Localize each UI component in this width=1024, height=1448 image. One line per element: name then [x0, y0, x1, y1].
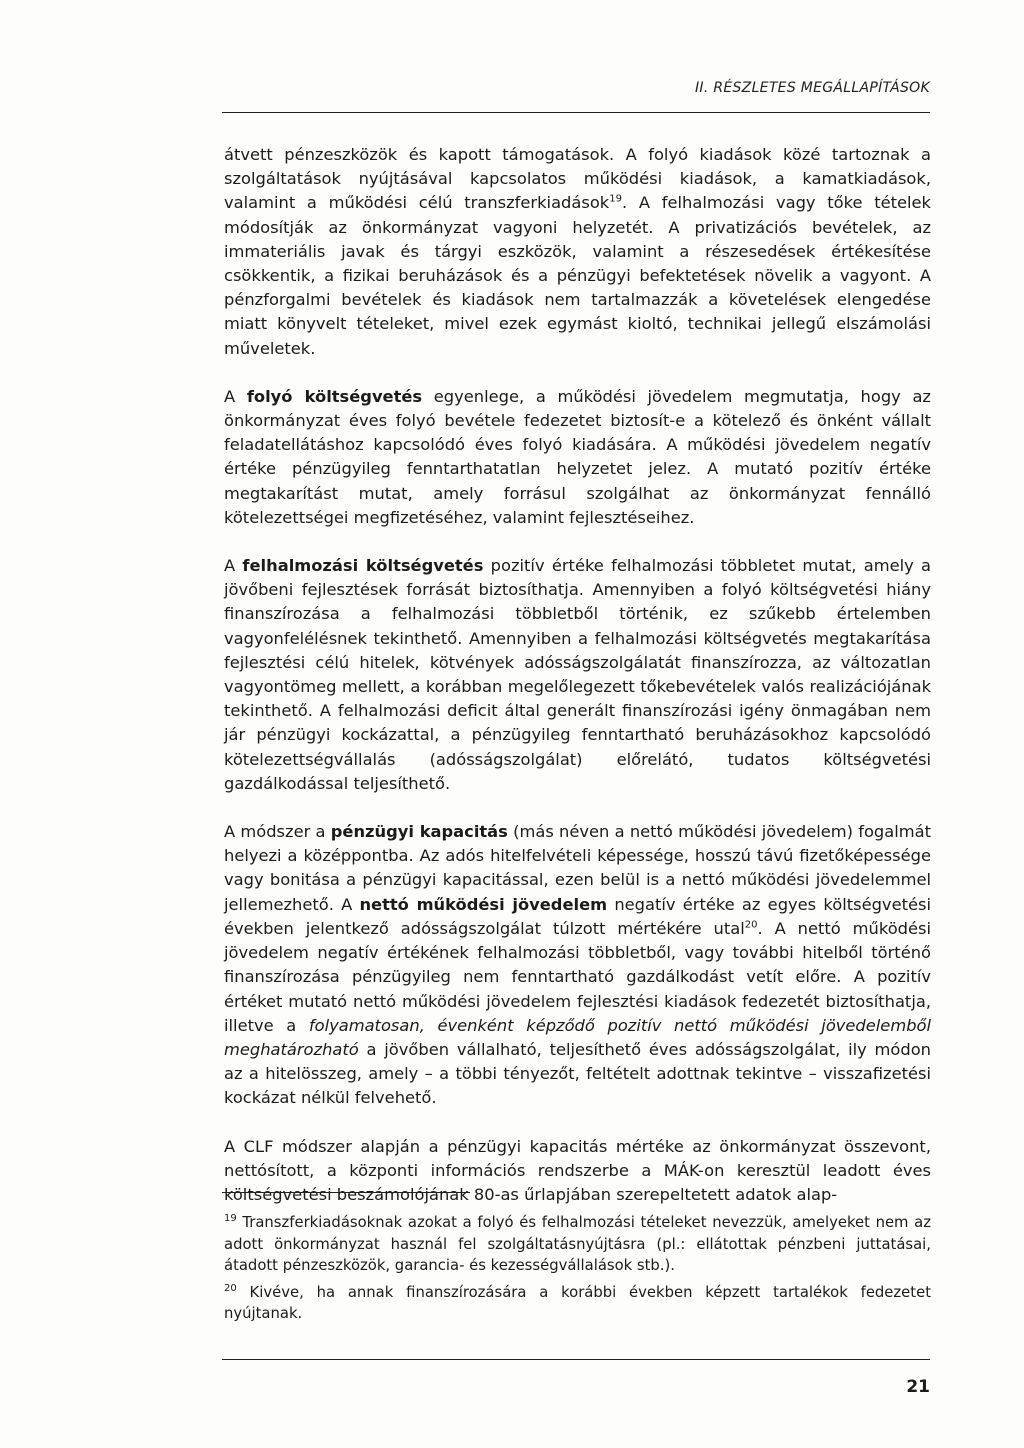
- paragraph-1: átvett pénzeszközök és kapott támogatások. A folyó kiadások közé tartoznak a szolgáltatások nyújtásával kapcsolatos működési kiadások, a kamatkiadások, valamint a működési célú transzferkiadások$^{19}$. A felhalmozási vagy tőke tételek módosítják az önkormányzat vagyoni helyzetét. A privatizációs bevételek, az immateriális javak és tárgyi eszközök, valamint a részesedések értékesítése csökkentik, a fizikai beruházások és a pénzügyi befektetések növelik a vagyont. A pénzforgalmi bevételek és kiadások nem tartalmazzák a követelések elengedése miatt könyvelt tételeket, mivel ezek egymást kioltó, technikai jellegű elszámolási műveletek.: [224, 145, 931, 358]
- footnote-19: [224, 1212, 931, 1277]
- paragraph-5: A CLF módszer alapján a pénzügyi kapacitás mértéke az önkormányzat összevont, nettósított, a központi információs rendszerbe a MÁK-on keresztül leadott éves költségvetési beszámolójának 80-as űrlapjában szerepeltetett adatok alap-: [224, 1136, 931, 1204]
- term-penzugyi-kapacitas: pénzügyi kapacitás: [330, 822, 508, 842]
- body-text: [224, 143, 931, 1231]
- paragraph-3: A felhalmozási költségvetés pozitív értéke felhalmozási többletet mutat, amely a jövőbeni fejlesztések forrását biztosíthatja. Amennyiben a folyó költségvetési hiány finanszírozása a felhalmozási többletből történik, ez szűkebb értelemben vagyonfelélésnek tekinthető. Amennyiben a felhalmozási költségvetés megtakarítása fejlesztési célú hitelek, kötvények adósságszolgálatát finanszírozza, az változatlan vagyontömeg mellett, a korábban megelőlegezett tőkebevételek valós realizációjának tekinthető. A felhalmozási deficit által generált finanszírozási igény önmagában nem jár pénzügyi kockázattal, a pénzügyileg fenntartható beruházásokhoz kapcsolódó kötelezettségvállalás (adósságszolgálat) előrelátó, tudatos költségvetési gazdálkodással teljesíthető.: [224, 556, 931, 793]
- header-rule: [222, 112, 930, 113]
- footnote-ref-20[interactable]: 20: [744, 919, 758, 931]
- footnote-ref-19[interactable]: 19: [609, 193, 622, 205]
- footnote-rule: [222, 1192, 470, 1193]
- term-netto-mukodesi-jovedelem: nettó működési jövedelem: [359, 894, 608, 914]
- emphasis-text: folyamatosan, évenként képződő pozitív nettó működési jövedelemből meghatározható: [224, 1015, 932, 1059]
- footnote-text: Transzferkiadásoknak azokat a folyó és felhalmozási tételeket nevezzük, amelyeket nem az adott önkormányzat használ fel szolgáltatásnyújtásra (pl.: ellátottak pénzbeni juttatásai, átadott pénzeszközök, garancia- és kezességvállalások stb.).: [224, 1214, 931, 1274]
- footnote-20: [224, 1282, 931, 1325]
- footnote-number: 19: [224, 1213, 237, 1225]
- footnote-text: Kivéve, ha annak finanszírozására a korábbi években képzett tartalékok fedezetet nyújtanak.: [224, 1283, 931, 1322]
- term-felhalmozasi-koltsegvetes: felhalmozási költségvetés: [242, 556, 484, 576]
- footer-rule: [222, 1359, 930, 1360]
- footnotes: [224, 1212, 931, 1330]
- footnote-number: 20: [224, 1282, 237, 1294]
- paragraph-4: A módszer a pénzügyi kapacitás (más néven a nettó működési jövedelem) fogalmát helyezi a középpontba. Az adós hitelfelvételi képessége, hosszú távú fizetőképessége vagy bonitása a pénzügyi kapacitással, ezen belül is a nettó működési jövedelemmel jellemezhető. A nettó működési jövedelem negatív értéke az egyes költségvetési években jelentkező adósságszolgálat túlzott mértékére utal$^{20}$. A nettó működési jövedelem negatív értékének felhalmozási többletből, vagy további hitelből történő finanszírozása pénzügyileg nem fenntartható gazdálkodást vetít előre. A pozitív értéket mutató nettó működési jövedelem fejlesztési kiadások fedezetét biztosíthatja, illetve a folyamatosan, évenként képződő pozitív nettó működési jövedelemből meghatározható a jövőben vállalható, teljesíthető éves adósságszolgálat, ily módon az a hitelösszeg, amely – a többi tényezőt, feltételt adottnak tekintve – visszafizetési kockázat nélkül felvehető.: [224, 822, 932, 1108]
- running-head: II. RÉSZLETES MEGÁLLAPÍTÁSOK: [694, 80, 930, 96]
- term-folyo-koltsegvetes: folyó költségvetés: [246, 386, 423, 406]
- page-number: 21: [906, 1377, 930, 1397]
- paragraph-2: A folyó költségvetés egyenlege, a működési jövedelem megmutatja, hogy az önkormányzat éves folyó bevétele fedezetet biztosít-e a kötelező és önként vállalt feladatellátáshoz kapcsolódó éves folyó kiadására. A működési jövedelem negatív értéke pénzügyileg fenntarthatatlan helyzetet jelez. A mutató pozitív értéke megtakarítást mutat, amely forrásul szolgálhat az önkormányzat fennálló kötelezettségei megfizetéséhez, valamint fejlesztéseihez.: [224, 386, 931, 527]
